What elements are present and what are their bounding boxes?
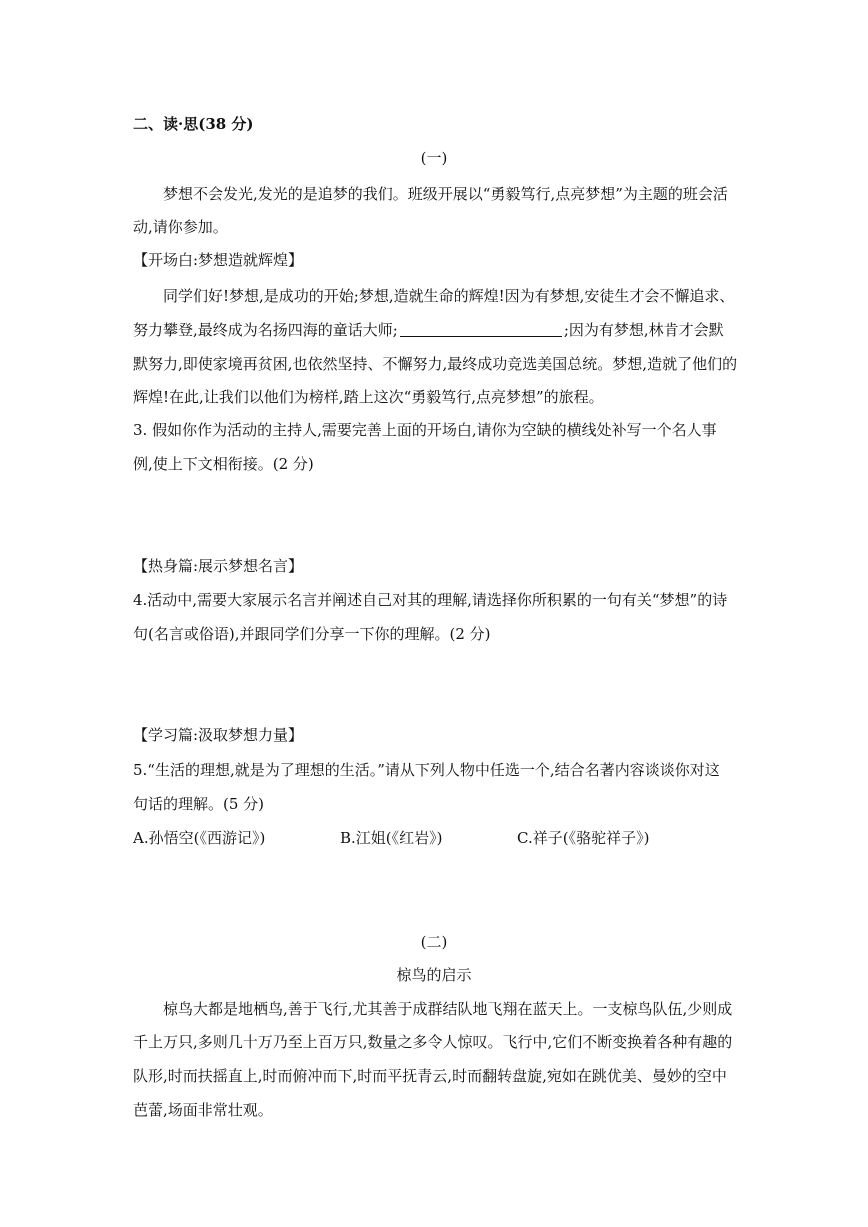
intro-line-1: 梦想不会发光,发光的是追梦的我们。班级开展以“勇毅笃行,点亮梦想”为主题的班会活 [163, 185, 728, 203]
question-4-line-2: 句(名言或俗语),并跟同学们分享一下你的理解。(2 分) [133, 625, 491, 643]
section-heading: 二、读·思(38 分) [133, 115, 254, 133]
part2-title: 椋鸟的启示 [396, 966, 472, 984]
opening-line-1: 同学们好!梦想,是成功的开始;梦想,造就生命的辉煌!因为有梦想,安徒生才会不懈追求、 [163, 287, 735, 305]
part2-line-1: 椋鸟大都是地栖鸟,善于飞行,尤其善于成群结队地飞翔在蓝天上。一支椋鸟队伍,少则成 [163, 1000, 733, 1018]
opening-line-2 [133, 320, 724, 340]
option-c: C.祥子(《骆驼祥子》) [517, 829, 650, 847]
part2-label: (二) [420, 933, 448, 951]
answer-blank[interactable] [400, 321, 562, 337]
part2-line-4: 芭蕾,场面非常壮观。 [133, 1101, 273, 1119]
question-4-line-1: 4.活动中,需要大家展示名言并阐述自己对其的理解,请选择你所积累的一句有关“梦想”的诗 [133, 591, 728, 609]
warmup-title: 【热身篇:展示梦想名言】 [133, 557, 304, 575]
study-title: 【学习篇:汲取梦想力量】 [133, 726, 304, 744]
question-5-line-2: 句话的理解。(5 分) [133, 795, 265, 813]
option-b: B.江姐(《红岩》) [340, 829, 443, 847]
opening-line-2-post: ;因为有梦想,林肯才会默 [563, 321, 724, 339]
question-3-line-2: 例,使上下文相衔接。(2 分) [133, 455, 314, 473]
opening-line-3: 默努力,即使家境再贫困,也依然坚持、不懈努力,最终成功竞选美国总统。梦想,造就了他们的 [133, 355, 738, 373]
opening-line-2-pre: 努力攀登,最终成为名扬四海的童话大师; [133, 321, 398, 339]
part2-line-2: 千上万只,多则几十万乃至上百万只,数量之多令人惊叹。飞行中,它们不断变换着各种有趣的 [133, 1033, 733, 1051]
part2-line-3: 队形,时而扶摇直上,时而俯冲而下,时而平抚青云,时而翻转盘旋,宛如在跳优美、曼妙的空中 [133, 1067, 727, 1085]
option-a: A.孙悟空(《西游记》) [133, 829, 266, 847]
part1-label: (一) [420, 149, 448, 167]
opening-title: 【开场白:梦想造就辉煌】 [133, 251, 304, 269]
question-5-line-1: 5.“生活的理想,就是为了理想的生活。”请从下列人物中任选一个,结合名著内容谈谈你对这 [133, 761, 720, 779]
question-3-line-1: 3. 假如你作为活动的主持人,需要完善上面的开场白,请你为空缺的横线处补写一个名人事 [133, 421, 717, 439]
intro-line-2: 动,请你参加。 [133, 218, 228, 236]
opening-line-4: 辉煌!在此,让我们以他们为榜样,踏上这次“勇毅笃行,点亮梦想”的旅程。 [133, 388, 604, 406]
